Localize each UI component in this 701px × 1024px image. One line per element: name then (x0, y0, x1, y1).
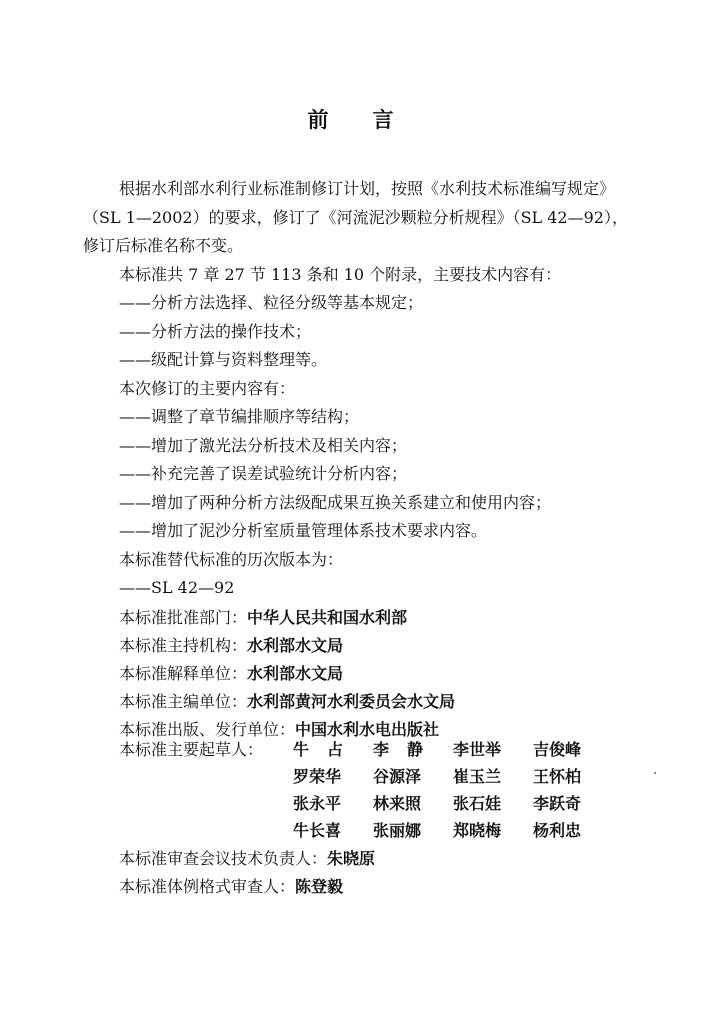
drafter-name: 王怀柏 (533, 767, 582, 786)
drafters-row (293, 817, 613, 844)
publisher-label: 本标准出版、发行单位： (119, 720, 296, 739)
drafters-names (293, 736, 613, 844)
drafter-name: 张丽娜 (373, 821, 422, 840)
drafter-name: 谷源泽 (373, 767, 422, 786)
paragraph-revision-basis: 根据水利部水利行业标准制修订计划，按照《水利技术标准编写规定》（SL 1—2002）的要求，修订了《河流泥沙颗粒分析规程》（SL 42—92），修订后标准名称不变。 (83, 179, 628, 255)
paragraph-content-summary: 本标准共 7 章 27 节 113 条和 10 个附录，主要技术内容有： (119, 264, 562, 284)
replaces-intro: 本标准替代标准的历次版本为： (119, 549, 344, 569)
drafter-name: 张石娃 (453, 794, 502, 813)
drafter-name: 杨利忠 (533, 821, 582, 840)
interpret-value: 水利部水文局 (247, 664, 344, 683)
drafter-name: 李跃奇 (533, 794, 582, 813)
drafter-name: 崔玉兰 (453, 767, 502, 786)
review-info (119, 845, 375, 901)
standard-info (119, 604, 639, 744)
interpret-label: 本标准解释单位： (119, 664, 248, 683)
host-value: 水利部水文局 (247, 636, 344, 655)
drafter-name: 李静 (373, 740, 442, 759)
replaces-item: ——SL 42—92 (119, 578, 235, 597)
editor-label: 本标准主编单位： (119, 692, 248, 711)
interpret-line (119, 660, 639, 688)
drafter-name: 牛长喜 (293, 821, 342, 840)
drafters-row (293, 763, 613, 790)
host-line (119, 632, 639, 660)
publisher-value: 中国水利水电出版社 (295, 720, 440, 739)
revision-item: ——调整了章节编排顺序等结构； (119, 407, 360, 426)
revision-item: ——补充完善了误差试验统计分析内容； (119, 464, 408, 483)
drafter-name: 林来照 (373, 794, 422, 813)
page-title: 前言 (307, 108, 438, 132)
review-format-label: 本标准体例格式审查人： (119, 877, 296, 896)
review-chief-line (119, 845, 375, 873)
revision-item: ——增加了两种分析方法级配成果互换关系建立和使用内容； (119, 492, 552, 512)
drafters-row (293, 790, 613, 817)
editor-value: 水利部黄河水利委员会水文局 (247, 692, 456, 711)
content-item: ——分析方法选择、粒径分级等基本规定； (119, 293, 424, 312)
drafter-name: 张永平 (293, 794, 342, 813)
review-format-line (119, 873, 375, 901)
content-item: ——分析方法的操作技术； (119, 321, 312, 341)
foreword-body (83, 175, 643, 603)
approval-value: 中华人民共和国水利部 (247, 608, 408, 627)
approval-line (119, 604, 639, 632)
drafter-name: 牛占 (293, 740, 362, 759)
revision-intro: 本次修订的主要内容有： (119, 378, 296, 398)
review-chief-value: 朱晓原 (327, 849, 376, 868)
drafters-label: 本标准主要起草人： (119, 740, 264, 759)
drafter-name: 郑晓梅 (453, 821, 502, 840)
review-format-value: 陈登毅 (295, 877, 344, 896)
drafters-row (293, 736, 613, 763)
review-chief-label: 本标准审查会议技术负责人： (119, 849, 328, 868)
drafter-name: 李世举 (453, 740, 502, 759)
drafter-name: 罗荣华 (293, 767, 342, 786)
approval-label: 本标准批准部门： (119, 608, 248, 627)
content-item: ——级配计算与资料整理等。 (119, 350, 328, 369)
drafter-name: 吉俊峰 (533, 740, 582, 759)
host-label: 本标准主持机构： (119, 636, 248, 655)
editor-line (119, 688, 639, 716)
revision-item: ——增加了激光法分析技术及相关内容； (119, 435, 408, 455)
revision-item: ——增加了泥沙分析室质量管理体系技术要求内容。 (119, 521, 488, 540)
scan-speck (654, 772, 656, 774)
